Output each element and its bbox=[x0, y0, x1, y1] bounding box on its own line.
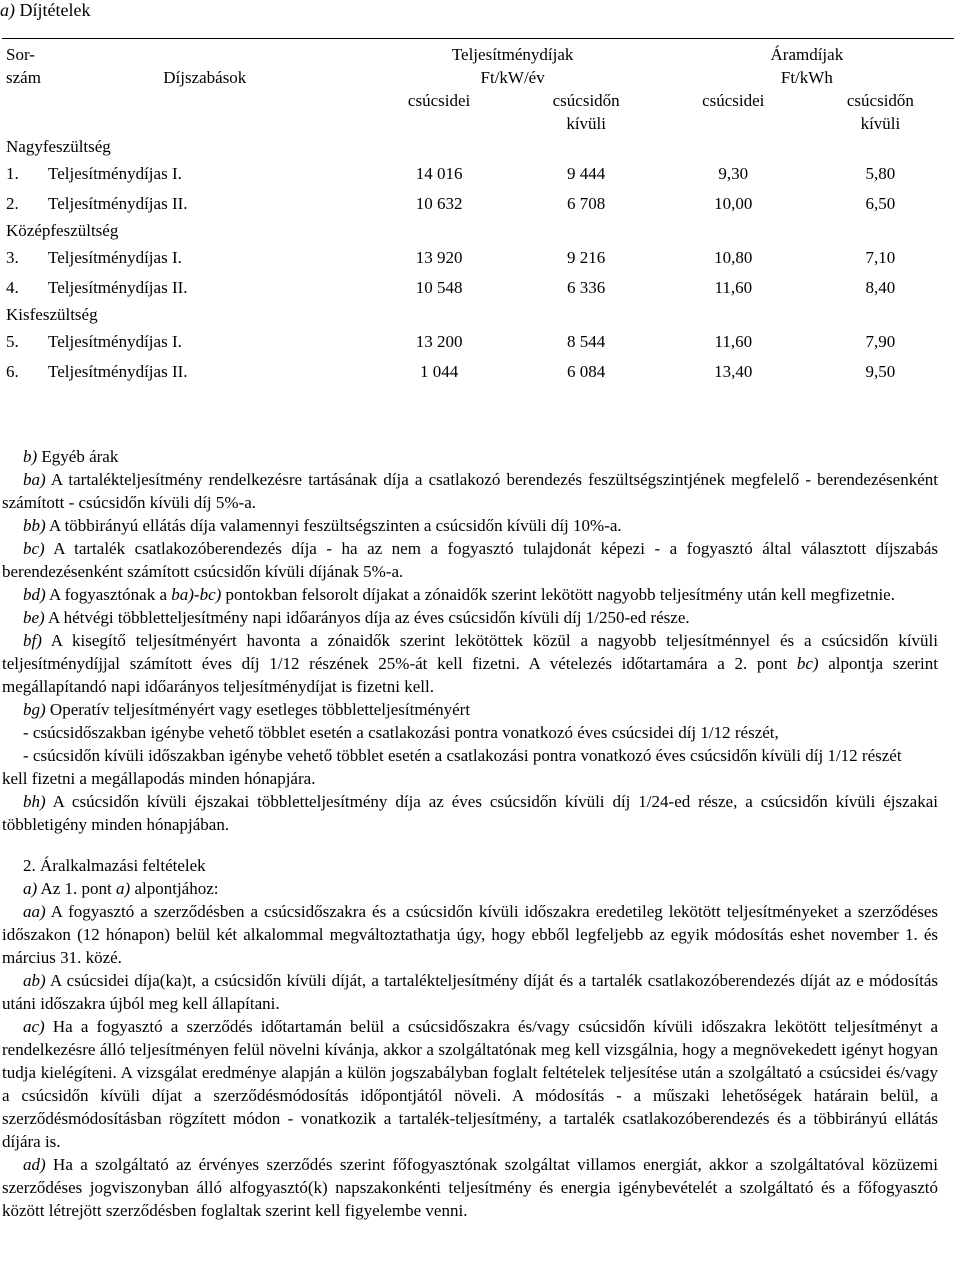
paragraph-ac: ac) Ha a fogyasztó a szerződés időtartamán belül a csúcsidőszakra és/vagy csúcsidőn kívüli időszakra lekötött teljesítményt a rendelkezésre álló teljesítményen felül növelni kívánja, akkor a szolgáltatónak meg kell vizsgálnia, hogy a megnövekedett igényt hogyan tudja kielégíteni. A vizsgálat eredménye alapján a külön jogszabályban foglalt feltételek teljesítése után a szolgáltató a csúcsidei és/vagy a csúcsidőn kívüli díjat a szerződésmódosítás időpontjától növeli. A módosítás - a műszaki lehetőségek határain belül, a szerződésmódosításban rögzített módon - vonatkozik a tartalék-teljesítmény, a tartalék csatlakozóberendezés és a többirányú ellátás díjára is. bbox=[2, 1017, 938, 1151]
voltage-group-row bbox=[2, 135, 954, 159]
capacity-fee-peak: 13 200 bbox=[415, 332, 463, 351]
voltage-group-label: Nagyfeszültség bbox=[6, 137, 111, 156]
paragraph-bg-item-2: - csúcsidőn kívüli időszakban igénybe vehető többlet esetén a csatlakozási pontra vonatkozó éves csúcsidőn kívüli díj 1/12 részét bbox=[23, 746, 902, 765]
subheader-offpeak: csúcsidőn kívüli bbox=[846, 91, 914, 133]
table-row bbox=[2, 327, 954, 357]
paragraph-bb: bb) A többirányú ellátás díja valamennyi feszültségszinten a csúcsidőn kívüli díj 10%-a. bbox=[23, 516, 622, 535]
energy-fee-peak: 9,30 bbox=[718, 164, 749, 183]
energy-fee-peak: 11,60 bbox=[714, 332, 753, 351]
energy-fee-peak: 10,80 bbox=[714, 248, 753, 267]
capacity-fee-peak: 1 044 bbox=[419, 362, 459, 381]
capacity-fee-offpeak: 9 216 bbox=[567, 248, 606, 267]
table-row bbox=[2, 273, 954, 303]
table-header-row-1 bbox=[2, 39, 954, 90]
voltage-group-row bbox=[2, 303, 954, 327]
tariff-name: Teljesítménydíjas II. bbox=[48, 278, 188, 297]
energy-fee-offpeak: 9,50 bbox=[865, 362, 896, 381]
capacity-fee-offpeak: 6 336 bbox=[567, 278, 606, 297]
paragraph-bf: bf) A kisegítő teljesítményért havonta a zónaidők szerint lekötöttek közül a nagyobb teljesítménnyel és a csúcsidőn kívüli teljesítménydíjjal számított éves díj 1/12 részének 25%-át kell fizetni. A vételezés időtartamára a 2. pont bc) alpontja szerint megállapítandó napi időarányos teljesítménydíjat is fizetni kell. bbox=[2, 631, 939, 696]
subheader-peak: csúcsidei bbox=[702, 91, 765, 110]
paragraph-aa: aa) A fogyasztó a szerződésben a csúcsidőszakra és a csúcsidőn kívüli időszakra eredetileg lekötött teljesítményeket a szerződéses időszakon (12 hónapon) belül két alkalommal megváltoztathatja úgy, hogy ebből legfeljebb az egyik módosítás eshet november 1. és március 31. közé. bbox=[2, 902, 938, 967]
table-row bbox=[2, 189, 954, 219]
capacity-fee-offpeak: 8 544 bbox=[567, 332, 606, 351]
energy-fee-offpeak: 5,80 bbox=[865, 164, 896, 183]
energy-fee-offpeak: 6,50 bbox=[865, 194, 896, 213]
paragraph-b-heading: b) Egyéb árak bbox=[23, 447, 119, 466]
energy-fee-peak: 13,40 bbox=[714, 362, 753, 381]
voltage-group-row bbox=[2, 219, 954, 243]
capacity-fee-peak: 10 548 bbox=[415, 278, 463, 297]
row-number: 6. bbox=[6, 362, 19, 381]
table-row bbox=[2, 243, 954, 273]
capacity-fee-offpeak: 9 444 bbox=[567, 164, 606, 183]
col-group-capacity-fees: Teljesítménydíjak Ft/kW/év bbox=[451, 45, 574, 87]
capacity-fee-offpeak: 6 084 bbox=[567, 362, 606, 381]
row-number: 4. bbox=[6, 278, 19, 297]
subheader-peak: csúcsidei bbox=[407, 91, 471, 110]
tariff-name: Teljesítménydíjas I. bbox=[48, 332, 182, 351]
tariff-name: Teljesítménydíjas II. bbox=[48, 194, 188, 213]
heading-prefix: a) bbox=[0, 0, 15, 20]
paragraph-be: be) A hétvégi többletteljesítmény napi időarányos díja az éves csúcsidőn kívüli díj 1/250-ed része. bbox=[23, 608, 690, 627]
energy-fee-offpeak: 7,90 bbox=[865, 332, 896, 351]
row-number: 2. bbox=[6, 194, 19, 213]
table-row bbox=[2, 357, 954, 387]
heading-title: Díjtételek bbox=[19, 0, 91, 20]
table-row bbox=[2, 159, 954, 189]
capacity-fee-peak: 13 920 bbox=[415, 248, 463, 267]
energy-fee-offpeak: 8,40 bbox=[865, 278, 896, 297]
voltage-group-label: Középfeszültség bbox=[6, 221, 119, 240]
col-number-header: Sor- szám bbox=[6, 45, 41, 87]
capacity-fee-offpeak: 6 708 bbox=[567, 194, 606, 213]
paragraph-2a: a) Az 1. pont a) alpontjához: bbox=[23, 879, 219, 898]
voltage-group-label: Kisfeszültség bbox=[6, 305, 98, 324]
table-header-row-2 bbox=[2, 89, 954, 135]
tariff-name: Teljesítménydíjas II. bbox=[48, 362, 188, 381]
section-2-title: 2. Áralkalmazási feltételek bbox=[23, 856, 206, 875]
paragraph-bg: bg) Operatív teljesítményért vagy esetleges többletteljesítményért bbox=[23, 700, 471, 719]
tariff-name: Teljesítménydíjas I. bbox=[48, 164, 182, 183]
energy-fee-peak: 10,00 bbox=[714, 194, 753, 213]
paragraph-ad: ad) Ha a szolgáltató az érvényes szerződés szerint főfogyasztónak szolgáltat villamos energiát, akkor a szolgáltatóval közüzemi szerződéses jogviszonyban álló alfogyasztó(k) napszakonkénti teljesítmény és energia igénybevételét a szolgáltató és a főfogyasztó között létrejött szerződésben foglaltak szerint kell figyelembe venni. bbox=[2, 1155, 938, 1220]
tariff-name: Teljesítménydíjas I. bbox=[48, 248, 182, 267]
paragraph-bd: bd) A fogyasztónak a ba)-bc) pontokban felsorolt díjakat a zónaidők szerint lekötött nagyobb teljesítmény után kell megfizetnie. bbox=[23, 585, 895, 604]
col-group-energy-fees: Áramdíjak Ft/kWh bbox=[770, 45, 844, 87]
capacity-fee-peak: 10 632 bbox=[415, 194, 463, 213]
energy-fee-peak: 11,60 bbox=[714, 278, 753, 297]
section-heading bbox=[0, 0, 90, 21]
capacity-fee-peak: 14 016 bbox=[415, 164, 463, 183]
body-text bbox=[2, 445, 938, 1222]
paragraph-ba: ba) A tartalékteljesítmény rendelkezésre tartásának díja a csatlakozó berendezés feszültségszintjének megfelelő - berendezésenként számított - csúcsidőn kívüli díj 5%-a. bbox=[2, 470, 938, 512]
paragraph-ab: ab) A csúcsidei díja(ka)t, a csúcsidőn kívüli díját, a tartalékteljesítmény díját és a tartalék csatlakozóberendezés díját az e módosítás utáni időszakra újból meg kell állapítani. bbox=[2, 971, 938, 1013]
row-number: 3. bbox=[6, 248, 19, 267]
row-number: 5. bbox=[6, 332, 19, 351]
energy-fee-offpeak: 7,10 bbox=[865, 248, 896, 267]
tariff-table bbox=[2, 38, 954, 387]
paragraph-bh: bh) A csúcsidőn kívüli éjszakai többletteljesítmény díja az éves csúcsidőn kívüli díj 1/24-ed része, a csúcsidőn kívüli éjszakai többletigény minden hónapjában. bbox=[2, 792, 938, 834]
paragraph-bg-item-1: - csúcsidőszakban igénybe vehető többlet esetén a csatlakozási pontra vonatkozó éves csúcsidei díj 1/12 részét, bbox=[23, 723, 779, 742]
subheader-offpeak: csúcsidőn kívüli bbox=[552, 91, 620, 133]
paragraph-bc: bc) A tartalék csatlakozóberendezés díja - ha az nem a fogyasztó tulajdonát képezi - a fogyasztó által választott díjszabás berendezésenként számított csúcsidőn kívüli díjának 5%-a. bbox=[2, 539, 938, 581]
row-number: 1. bbox=[6, 164, 19, 183]
paragraph-bg-closing: kell fizetni a megállapodás minden hónapjára. bbox=[2, 769, 316, 788]
col-tariff-header: Díjszabások bbox=[163, 68, 247, 87]
